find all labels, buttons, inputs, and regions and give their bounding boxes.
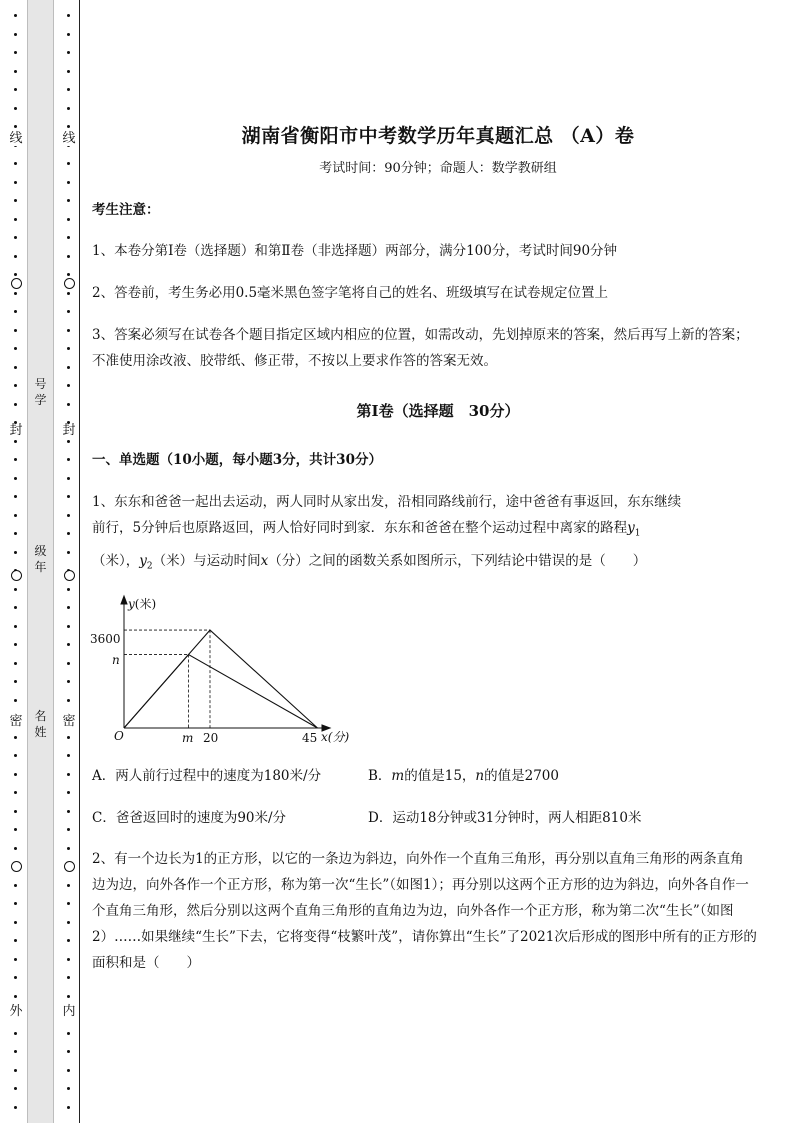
seal-dot [14, 199, 17, 202]
seal-dot [67, 458, 70, 461]
seal-dot [67, 88, 70, 91]
seal-mark: 密 [62, 714, 76, 729]
seal-dot [67, 1050, 70, 1053]
seal-dot [14, 662, 17, 665]
seal-dot [67, 236, 70, 239]
seal-dot [67, 495, 70, 498]
seal-dot [14, 1106, 17, 1109]
var-y: y [139, 553, 147, 569]
seal-dot [67, 514, 70, 517]
seal-dot [14, 310, 17, 313]
seal-dot [67, 440, 70, 443]
seal-mark: 外 [9, 1004, 23, 1019]
seal-dot [14, 736, 17, 739]
question-2: 2、有一个边长为1的正方形，以它的一条边为斜边，向外作一个直角三角形，再分别以直角三角形的两条直角边为边，向外各作一个正方形，称为第一次“生长”（如图1）；再分别以这两个正方形的边为斜边，向外各自作一个直角三角形，然后分别以这两个直角三角形的直角边为边，向外各作一个正方形，称为第二次“生长”（如图2）……如果继续“生长”下去，它将变得“枝繁叶茂”，请你算出“生长”了2021次后形成的图形中所有的正方形的面积和是（ ） [92, 851, 757, 971]
notice-item: 2、答卷前，考生务必用0.5毫米黑色签字笔将自己的姓名、班级填写在试卷规定位置上 [92, 285, 609, 301]
seal-dot [14, 1087, 17, 1090]
seal-dot [67, 828, 70, 831]
seal-dot [67, 255, 70, 258]
choice-b-text: 的值是2700 [484, 768, 559, 784]
seal-dot [14, 458, 17, 461]
seal-dot [14, 477, 17, 480]
seal-dot [67, 384, 70, 387]
x-tick-m: m [182, 731, 194, 745]
exam-subtitle: 考试时间：90分钟；命题人：数学教研组 [319, 161, 557, 176]
y-tick-n: n [112, 653, 120, 667]
seal-dot [67, 921, 70, 924]
question-1-text: （米）， [92, 553, 140, 569]
seal-dot [67, 329, 70, 332]
choice-a[interactable]: A．两人前行过程中的速度为180米/分 [92, 768, 322, 784]
question-1-graph [90, 592, 370, 752]
seal-dot [14, 384, 17, 387]
notice-item: 1、本卷分第Ⅰ卷（选择题）和第Ⅱ卷（非选择题）两部分，满分100分，考试时间90分钟 [92, 243, 618, 259]
seal-dot [14, 14, 17, 17]
seal-dot [14, 33, 17, 36]
seal-dot [14, 1032, 17, 1035]
x-axis-label: x(分) [321, 730, 350, 744]
choice-b[interactable] [368, 764, 559, 784]
seal-dot [67, 680, 70, 683]
section-title: 第Ⅰ卷（选择题 30分） [356, 402, 520, 420]
y-axis-arrow-icon [121, 596, 127, 604]
seal-dot [14, 181, 17, 184]
seal-dot [67, 625, 70, 628]
seal-dot [67, 1032, 70, 1035]
seal-dot [67, 125, 70, 128]
inner-seal-line [62, 0, 76, 1123]
seal-dot [67, 773, 70, 776]
seal-dot [14, 1069, 17, 1072]
student-number-label: 号 学 [34, 377, 47, 407]
seal-dot [67, 588, 70, 591]
seal-mark: 线 [62, 131, 76, 146]
y-tick-3600: 3600 [90, 632, 121, 646]
seal-circle-icon [11, 570, 22, 581]
seal-dot [67, 699, 70, 702]
seal-dot [67, 643, 70, 646]
seal-dot [14, 828, 17, 831]
seal-dot [14, 606, 17, 609]
seal-circle-icon [11, 278, 22, 289]
seal-mark: 封 [62, 423, 76, 438]
seal-dot [14, 699, 17, 702]
seal-dot [14, 107, 17, 110]
outer-seal-line [9, 0, 23, 1123]
seal-dot [67, 292, 70, 295]
seal-dot [67, 477, 70, 480]
seal-dot [67, 1106, 70, 1109]
seal-mark: 封 [9, 423, 23, 438]
seal-dot [67, 14, 70, 17]
var-n: n [475, 768, 485, 784]
seal-dot [14, 625, 17, 628]
seal-dot [14, 884, 17, 887]
seal-dot [67, 939, 70, 942]
seal-dot [14, 51, 17, 54]
seal-dot [67, 273, 70, 276]
binding-margin [0, 0, 82, 1123]
seal-dot [67, 976, 70, 979]
seal-dot [14, 514, 17, 517]
seal-dot [14, 273, 17, 276]
seal-dot [14, 643, 17, 646]
seal-dot [67, 107, 70, 110]
seal-dot [67, 347, 70, 350]
seal-dot [67, 199, 70, 202]
question-1-line-1: 1、东东和爸爸一起出去运动，两人同时从家出发，沿相同路线前行，途中爸爸有事返回，东东继续 [92, 494, 682, 510]
var-y: y [627, 520, 635, 536]
seal-dot [14, 329, 17, 332]
seal-dot [14, 902, 17, 905]
question-1-text: （分）之间的函数关系如图所示，下列结论中错误的是（ ） [268, 553, 647, 569]
seal-dot [14, 847, 17, 850]
seal-dot [67, 33, 70, 36]
x-tick-20: 20 [203, 731, 219, 745]
seal-circle-icon [64, 570, 75, 581]
seal-dot [14, 588, 17, 591]
seal-dot [14, 680, 17, 683]
notice-item: 3、答案必须写在试卷各个题目指定区域内相应的位置，如需改动，先划掉原来的答案，然后再写上新的答案；不准使用涂改液、胶带纸、修正带，不按以上要求作答的答案无效。 [92, 327, 749, 369]
seal-dot [67, 551, 70, 554]
seal-dot [14, 255, 17, 258]
seal-dot [14, 495, 17, 498]
student-info-strip [27, 0, 54, 1123]
seal-dot [67, 366, 70, 369]
choice-b-label: B． [368, 768, 392, 784]
seal-dot [67, 532, 70, 535]
seal-dot [67, 162, 70, 165]
seal-dot [14, 773, 17, 776]
seal-dot [67, 736, 70, 739]
choice-b-text: 的值是15， [404, 768, 476, 784]
y-axis-label: y(米) [128, 597, 157, 611]
seal-dot [14, 532, 17, 535]
seal-dot [14, 1050, 17, 1053]
seal-dot [67, 958, 70, 961]
subscript: 2 [146, 561, 153, 572]
seal-dot [14, 921, 17, 924]
seal-dot [67, 218, 70, 221]
margin-rule [79, 0, 80, 1123]
seal-circle-icon [11, 861, 22, 872]
var-x: x [260, 553, 269, 569]
seal-dot [67, 902, 70, 905]
series-y2-line [124, 655, 318, 728]
seal-dot [14, 958, 17, 961]
seal-dot [67, 403, 70, 406]
part-heading: 一、单选题（10小题，每小题3分，共计30分） [92, 452, 382, 468]
seal-dot [67, 1087, 70, 1090]
seal-dot [67, 662, 70, 665]
seal-dot [67, 810, 70, 813]
seal-dot [67, 847, 70, 850]
seal-dot [14, 236, 17, 239]
seal-dot [14, 976, 17, 979]
seal-dot [67, 754, 70, 757]
seal-dot [14, 995, 17, 998]
var-m: m [391, 768, 405, 784]
seal-dot [14, 218, 17, 221]
seal-dot [14, 292, 17, 295]
x-tick-45: 45 [302, 731, 318, 745]
seal-dot [14, 403, 17, 406]
seal-dot [14, 162, 17, 165]
exam-title: 湖南省衡阳市中考数学历年真题汇总 （A）卷 [241, 125, 635, 147]
seal-dot [14, 939, 17, 942]
seal-dot [14, 366, 17, 369]
seal-dot [67, 1069, 70, 1072]
seal-dot [14, 754, 17, 757]
seal-dot [67, 884, 70, 887]
seal-dot [14, 440, 17, 443]
class-label: 级 年 [34, 544, 47, 574]
seal-dot [67, 310, 70, 313]
seal-dot [14, 810, 17, 813]
seal-dot [67, 51, 70, 54]
question-1-line-3 [92, 548, 757, 580]
seal-mark: 线 [9, 131, 23, 146]
series-y1-line [124, 630, 318, 728]
notice-heading: 考生注意： [92, 202, 160, 218]
seal-dot [67, 995, 70, 998]
seal-dot [14, 791, 17, 794]
seal-dot [67, 181, 70, 184]
question-1-text: 前行，5分钟后也原路返回，两人恰好同时到家．东东和爸爸在整个运动过程中离家的路程 [92, 520, 628, 536]
seal-dot [14, 88, 17, 91]
choice-d[interactable]: D．运动18分钟或31分钟时，两人相距810米 [368, 810, 642, 826]
seal-circle-icon [64, 861, 75, 872]
origin-label: O [114, 729, 124, 743]
seal-dot [14, 70, 17, 73]
question-1-text: （米）与运动时间 [152, 553, 261, 569]
seal-mark: 内 [62, 1004, 76, 1019]
name-label: 名 姓 [34, 709, 47, 739]
question-1-line-2 [92, 515, 757, 547]
seal-dot [14, 125, 17, 128]
seal-circle-icon [64, 278, 75, 289]
seal-dot [67, 606, 70, 609]
seal-dot [14, 347, 17, 350]
seal-dot [14, 551, 17, 554]
seal-dot [67, 70, 70, 73]
seal-dot [67, 791, 70, 794]
subscript: 1 [634, 528, 641, 539]
seal-mark: 密 [9, 714, 23, 729]
choice-c[interactable]: C．爸爸返回时的速度为90米/分 [92, 810, 287, 826]
